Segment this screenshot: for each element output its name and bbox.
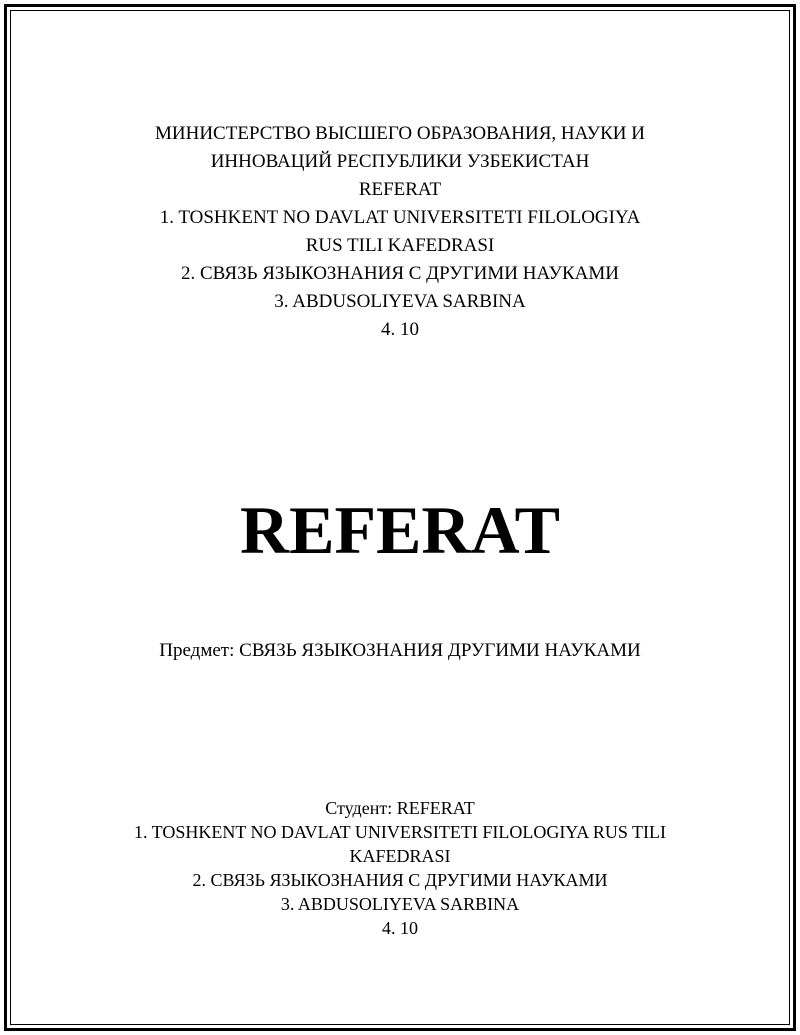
header-line-number: 4. 10 [381,319,419,340]
subject-block [60,637,740,665]
footer-line-university-2: KAFEDRASI [349,846,451,866]
footer-line-topic: 2. СВЯЗЬ ЯЗЫКОЗНАНИЯ С ДРУГИМИ НАУКАМИ [192,870,608,890]
header-block [60,120,740,344]
header-line-ministry-2: ИННОВАЦИЙ РЕСПУБЛИКИ УЗБЕКИСТАН [210,151,590,172]
header-line-university-1: 1. TOSHKENT NO DAVLAT UNIVERSITETI FILOLOGIYA [159,207,641,228]
footer-block [60,796,740,940]
document-title: REFERAT [240,492,560,568]
footer-line-number: 4. 10 [382,918,418,938]
header-line-topic: 2. СВЯЗЬ ЯЗЫКОЗНАНИЯ С ДРУГИМИ НАУКАМИ [181,263,619,284]
footer-line-student: Студент: REFERAT [325,798,475,818]
footer-line-university-1: 1. TOSHKENT NO DAVLAT UNIVERSITETI FILOLOGIYA RUS TILI [133,822,666,842]
header-line-university-2: RUS TILI KAFEDRASI [305,235,495,256]
footer-line-author: 3. ABDUSOLIYEVA SARBINA [280,894,520,914]
header-line-referat: REFERAT [358,179,442,200]
subject-line: Предмет: СВЯЗЬ ЯЗЫКОЗНАНИЯ ДРУГИМИ НАУКАМИ [159,640,641,661]
header-line-author: 3. ABDUSOLIYEVA SARBINA [274,291,526,312]
header-line-ministry-1: МИНИСТЕРСТВО ВЫСШЕГО ОБРАЗОВАНИЯ, НАУКИ И [155,123,645,144]
